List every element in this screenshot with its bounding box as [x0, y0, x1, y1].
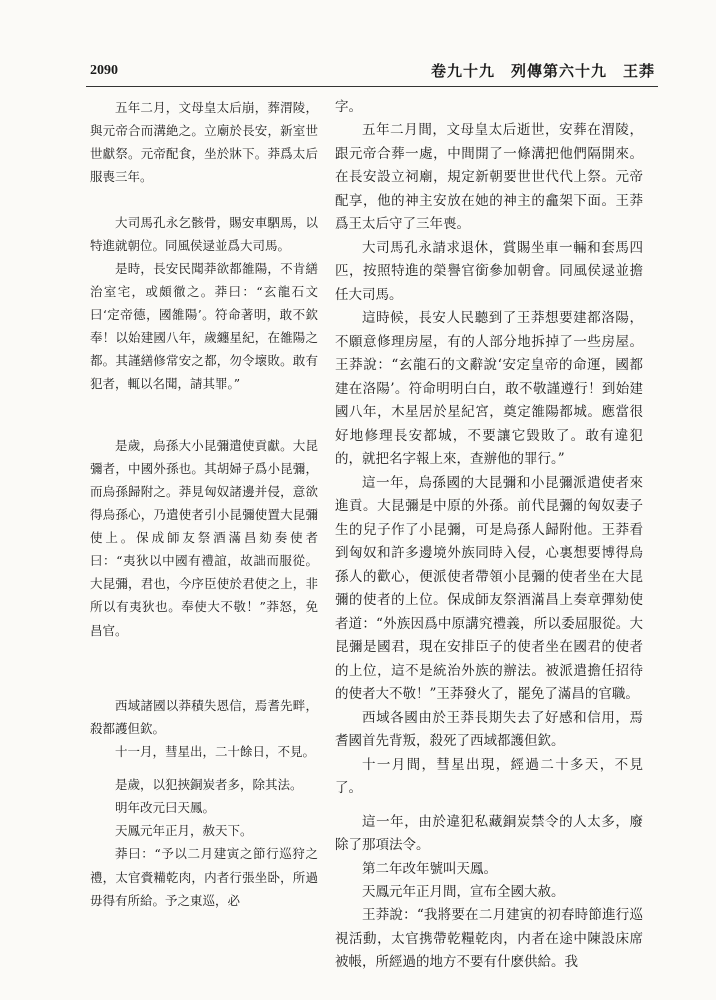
translation-paragraph: 大司馬孔永請求退休，賞賜坐車一輛和套馬四匹，按照特進的榮譽官銜參加朝會。同風侯逯並擔任大司馬。 — [335, 239, 643, 303]
translation-paragraph: 第二年改年號叫天鳳。 — [362, 860, 497, 877]
classical-paragraph: 西域諸國以莽積失恩信，焉耆先畔，殺都護但欽。 — [90, 697, 318, 736]
translation-paragraph: 十一月間，彗星出現，經過二十多天，不見了。 — [335, 756, 643, 797]
translation-column — [335, 96, 643, 975]
translation-paragraph: 字。 — [335, 99, 362, 115]
classical-paragraph: 天鳳元年正月，赦天下。 — [115, 823, 253, 839]
translation-paragraph: 西域各國由於王莽長期失去了好感和信用，焉耆國首先背叛，殺死了西域都護但欽。 — [335, 709, 643, 750]
original-text-column — [90, 96, 318, 912]
classical-paragraph: 莽曰：“予以二月建寅之節行巡狩之禮，太官賫糒乾肉，内者行張坐卧，所過毋得有所給。予之東巡，必 — [90, 846, 318, 908]
translation-paragraph: 五年二月間，文母皇太后逝世，安葬在渭陵，跟元帝合葬一處，中間開了一條溝把他們隔開來。在長安設立祠廟，規定新朝要世世代代上祭。元帝配享，他的神主安放在她的神主的龕架下面。王莽爲王太后守了三年喪。 — [335, 122, 643, 233]
translation-paragraph: 王莽說：“我將要在二月建寅的初春時節進行巡視活動，太官携帶乾糧乾肉，内者在途中陳設床席被帳，所經過的地方不要有什麽供給。我 — [335, 907, 643, 971]
classical-paragraph: 五年二月，文母皇太后崩，葬渭陵，與元帝合而溝絶之。立廟於長安，新室世世獻祭。元帝配食，坐於牀下。莽爲太后服喪三年。 — [90, 100, 318, 185]
classical-paragraph: 是歲，以犯挾銅炭者多，除其法。 — [115, 777, 303, 792]
translation-paragraph: 這一年，烏孫國的大昆彌和小昆彌派遣使者來進貢。大昆彌是中原的外孫。前代昆彌的匈奴妻子生的兒子作了小昆彌，可是烏孫人歸附他。王莽看到匈奴和許多邊境外族同時入侵，心裏想要博得烏孫人的歡心，便派使者帶領小昆彌的使者坐在大昆彌的使者的上位。保成師友祭酒滿昌上奏章彈劾使者道：“外族因爲中原講究禮義，所以委屈服從。大昆彌是國君，現在安排臣子的使者坐在國君的使者的上位，這不是統治外族的辦法。被派遣擔任招待的使者大不敬！”王莽發火了，罷免了滿昌的官職。 — [335, 474, 643, 703]
page-number: 2090 — [90, 63, 118, 78]
classical-paragraph: 大司馬孔永乞骸骨，賜安車駟馬，以特進就朝位。同風侯逯並爲大司馬。 — [90, 214, 318, 253]
translation-paragraph: 這一年，由於違犯私藏銅炭禁令的人太多，廢除了那項法令。 — [335, 813, 643, 854]
translation-paragraph: 這時候，長安人民聽到了王莽想要建都洛陽，不願意修理房屋，有的人部分地拆掉了一些房屋。王莽說：“玄龍石的文辭說‘安定皇帝的命運，國都建在洛陽’。符命明明白白，敢不敬謹遵行！到始建國八年，木星居於星紀宮，奠定雒陽都城。應當很好地修理長安都城，不要讓它毀敗了。敢有違犯的，就把名字報上來，查辦他的罪行。” — [335, 310, 643, 468]
classical-paragraph: 是時，長安民聞莽欲都雒陽，不肯繕治室宅，或頗徹之。莽曰：“玄龍石文曰‘定帝德，國雒陽’。符命著明，敢不欽奉！以始建國八年，歲纏星紀，在雒陽之都。其謹繕修常安之都，勿令壞敗。敢有犯者，輒以名聞，請其罪。” — [90, 260, 318, 392]
page-header — [90, 60, 655, 86]
header-rule — [86, 86, 658, 87]
classical-paragraph: 明年改元曰天鳳。 — [115, 800, 216, 816]
running-title: 卷九十九 列傳第六十九 王莽 — [430, 62, 655, 80]
classical-paragraph: 十一月，彗星出，二十餘日，不見。 — [115, 743, 316, 759]
classical-paragraph: 是歲，烏孫大小昆彌遣使貢獻。大昆彌者，中國外孫也。其胡婦子爲小昆彌，而烏孫歸附之。莽見匈奴諸邊并侵，意欲得烏孫心，乃遣使者引小昆彌使置大昆彌使上。保成師友祭酒滿昌劾奏使者曰：“夷狄以中國有禮誼，故詘而服從。大昆彌，君也，今序臣使於君使之上，非所以有夷狄也。奉使大不敬！”莽怒，免昌官。 — [90, 437, 318, 638]
translation-paragraph: 天鳳元年正月間，宣布全國大赦。 — [362, 883, 565, 900]
